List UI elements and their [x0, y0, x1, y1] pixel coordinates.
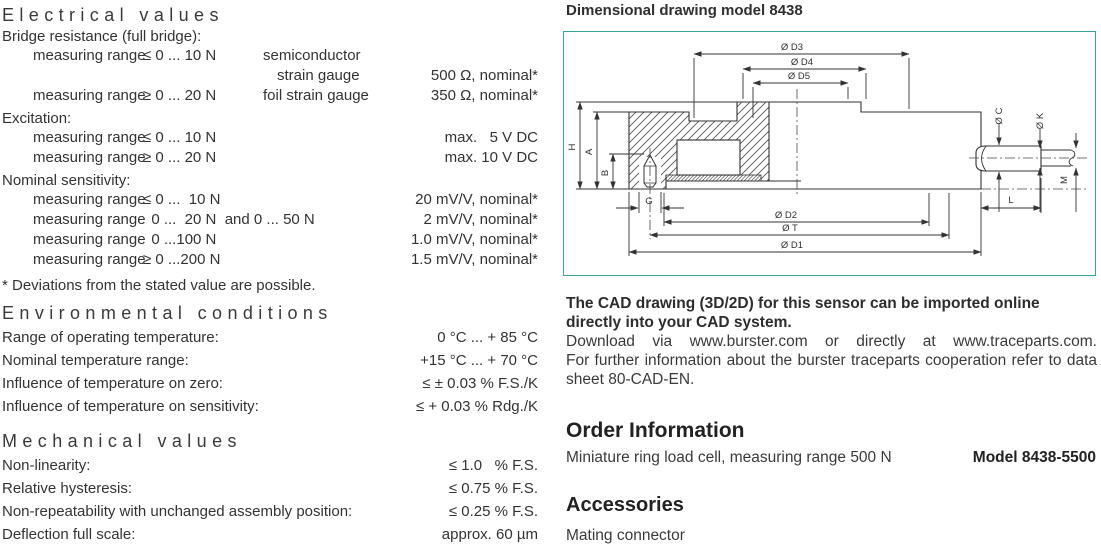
row-value: 2 mV/V, nominal* — [423, 211, 538, 228]
group-label-sensitivity: Nominal sensitivity: — [2, 172, 131, 189]
row-value: 20 mV/V, nominal* — [415, 191, 538, 208]
row-label: measuring range — [33, 87, 146, 104]
spec-row — [2, 349, 538, 372]
row-label: Nominal temperature range: — [2, 352, 189, 369]
section-heading-accessories: Accessories — [566, 494, 684, 516]
row-value: 0 °C ... + 85 °C — [437, 329, 538, 346]
cable-connector — [976, 146, 1075, 171]
row-label: measuring range — [33, 191, 146, 208]
dim-label-d3: Ø D3 — [780, 42, 804, 53]
row-label: measuring range — [33, 211, 146, 228]
row-desc: strain gauge — [277, 67, 360, 84]
spec-row — [2, 500, 538, 523]
row-label: Relative hysteresis: — [2, 480, 133, 497]
cad-body-line1: Download via www.burster.com or directly at www.traceparts.com. — [566, 333, 1097, 350]
drawing-title: Dimensional drawing model 8438 — [566, 2, 803, 19]
spec-row — [2, 190, 538, 210]
dimensional-drawing — [564, 32, 1095, 274]
section-heading-electrical: Electrical values — [2, 5, 224, 25]
row-value: max. 10 V DC — [444, 149, 538, 166]
row-value: ≤ 1.0 % F.S. — [448, 457, 538, 474]
spec-row — [2, 230, 538, 250]
spec-row — [2, 128, 538, 148]
row-label: Range of operating temperature: — [2, 329, 219, 346]
row-value: approx. 60 µm — [441, 526, 538, 543]
row-range: ≤ 0 ... 10 N — [143, 47, 217, 64]
spec-row — [2, 454, 538, 477]
row-value: ≤ 0.75 % F.S. — [448, 480, 538, 497]
row-value: ≤ ± 0.03 % F.S./K — [422, 375, 538, 392]
dimensional-drawing-box — [563, 31, 1096, 276]
spec-row — [2, 250, 538, 270]
spec-row — [2, 86, 538, 106]
cad-bold-text: The CAD drawing (3D/2D) for this sensor can be imported online directly into your CAD system. — [566, 295, 1040, 331]
spec-row — [2, 148, 538, 168]
order-row — [566, 449, 1096, 467]
group-label-excitation: Excitation: — [2, 110, 72, 127]
section-heading-order-information: Order Information — [566, 419, 745, 442]
row-value: +15 °C ... + 70 °C — [420, 352, 538, 369]
dim-label-k: Ø K — [1035, 112, 1046, 130]
row-value: 1.0 mV/V, nominal* — [410, 231, 538, 248]
spec-row — [2, 66, 538, 86]
row-label: Deflection full scale: — [2, 526, 136, 543]
row-range: ≥ 0 ... 20 N — [143, 149, 217, 166]
row-range — [143, 66, 263, 86]
row-label: measuring range — [33, 231, 146, 248]
dim-label-m: M — [1059, 176, 1070, 184]
row-value: 500 Ω, nominal* — [430, 67, 538, 84]
dim-label-l: L — [1008, 195, 1014, 206]
row-label: Influence of temperature on zero: — [2, 375, 223, 392]
row-value: ≤ 0.25 % F.S. — [448, 503, 538, 520]
dim-label-b: B — [600, 169, 611, 177]
row-label: Non-linearity: — [2, 457, 91, 474]
row-range: ≤ 0 ... 10 N — [143, 191, 221, 208]
spec-row — [2, 372, 538, 395]
row-label — [33, 66, 143, 86]
spec-row — [2, 395, 538, 418]
spec-row — [2, 477, 538, 500]
row-value: 350 Ω, nominal* — [430, 87, 538, 104]
spec-row — [2, 210, 538, 230]
row-range: 0 ...100 N — [143, 231, 217, 248]
row-label: measuring range — [33, 149, 146, 166]
spec-row — [2, 46, 538, 66]
dim-label-d1: Ø D1 — [780, 240, 804, 251]
row-desc: foil strain gauge — [263, 87, 369, 104]
accessories-item: Mating connector — [566, 527, 685, 544]
row-value: max. 5 V DC — [444, 129, 538, 146]
specs-column — [2, 0, 538, 546]
row-range: ≤ 0 ... 10 N — [143, 129, 217, 146]
row-range: ≥ 0 ... 20 N — [143, 87, 217, 104]
row-label: measuring range — [33, 47, 146, 64]
dim-label-d4: Ø D4 — [790, 57, 814, 68]
dim-label-d2: Ø D2 — [774, 210, 798, 221]
row-label: measuring range — [33, 251, 146, 268]
section-heading-mechanical: Mechanical values — [2, 431, 242, 451]
section-heading-environmental: Environmental conditions — [2, 303, 333, 323]
footnote: * Deviations from the stated value are possible. — [2, 277, 316, 294]
row-label: Non-repeatability with unchanged assembly position: — [2, 503, 353, 520]
spec-row — [2, 326, 538, 349]
order-item: Miniature ring load cell, measuring range 500 N — [566, 449, 892, 466]
order-model-number: Model 8438-5500 — [972, 449, 1096, 466]
cad-info-block — [566, 294, 1097, 389]
row-desc: semiconductor — [263, 47, 361, 64]
dim-label-h: H — [567, 143, 578, 151]
row-value: ≤ + 0.03 % Rdg./K — [415, 398, 538, 415]
dim-label-t: Ø T — [782, 223, 798, 234]
row-label: measuring range — [33, 129, 146, 146]
spec-row — [2, 523, 538, 546]
row-range: 0 ... 20 N and 0 ... 50 N — [143, 211, 315, 228]
dim-label-a: A — [584, 148, 595, 156]
row-label: Influence of temperature on sensitivity: — [2, 398, 259, 415]
cad-body-line2: For further information about the burster traceparts cooperation refer to data sheet 80-CAD-EN. — [566, 352, 1097, 388]
dim-label-g: G — [645, 196, 653, 207]
row-value: 1.5 mV/V, nominal* — [410, 251, 538, 268]
row-range: ≥ 0 ...200 N — [143, 251, 221, 268]
dim-label-c: Ø C — [994, 107, 1005, 125]
dim-label-d5: Ø D5 — [787, 71, 811, 82]
group-label-bridge: Bridge resistance (full bridge): — [2, 28, 202, 45]
membrane-hatch — [666, 175, 761, 181]
